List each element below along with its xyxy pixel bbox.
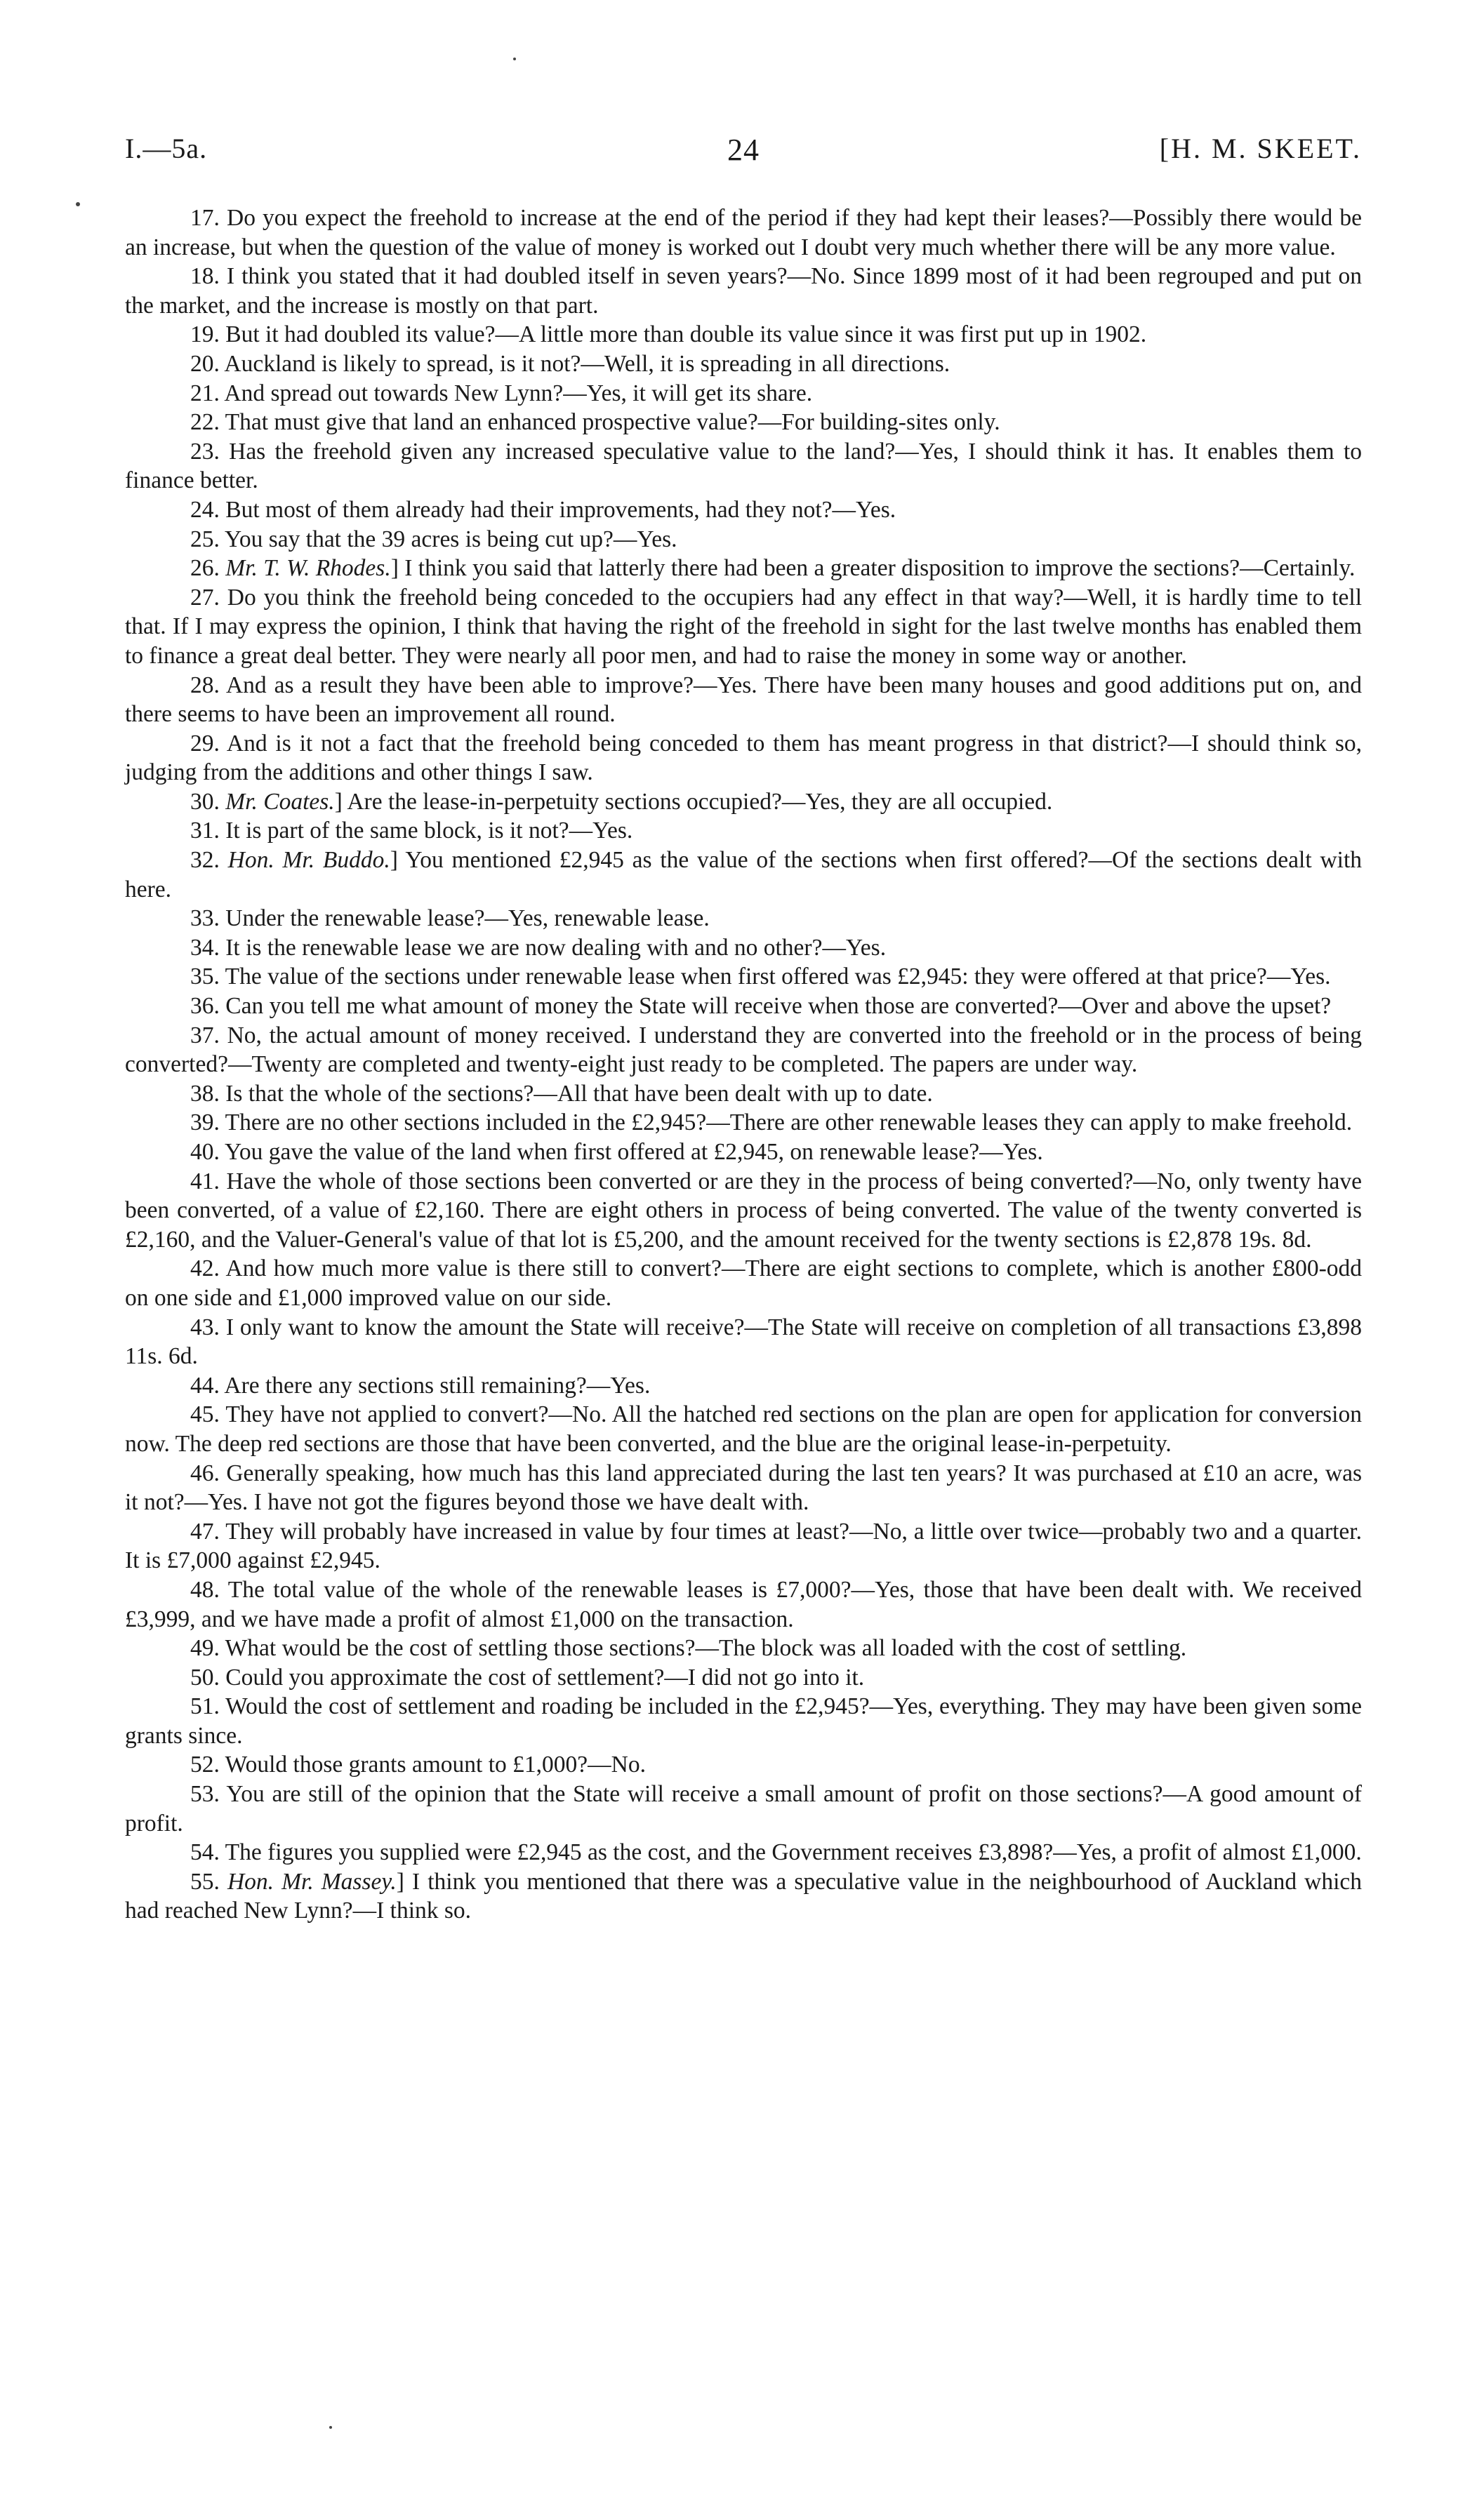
question-answer-paragraph (125, 1459, 1362, 1517)
question-number: 50. (190, 1664, 220, 1691)
question-number: 23. (190, 438, 220, 465)
question-number: 21. (190, 380, 220, 406)
question-answer-paragraph (125, 962, 1362, 992)
question-number: 41. (190, 1168, 220, 1194)
paragraph-text: They will probably have increased in value by four times at least?—No, a little over twice—probably two and a quarter. It is £7,000 against £2,945. (125, 1518, 1362, 1574)
question-answer-paragraph (125, 408, 1362, 437)
question-answer-paragraph (125, 320, 1362, 349)
paragraph-text: The value of the sections under renewable lease when first offered was £2,945: they were offered at that price?—Yes. (225, 964, 1331, 990)
paragraph-text: And as a result they have been able to improve?—Yes. There have been many houses and good additions put on, and there seems to have been an improvement all round. (125, 672, 1362, 728)
paragraph-text: That must give that land an enhanced prospective value?—For building-sites only. (225, 409, 1000, 436)
question-answer-paragraph (125, 1313, 1362, 1371)
question-answer-paragraph (125, 1780, 1362, 1838)
question-number: 28. (190, 672, 220, 698)
question-number: 29. (190, 730, 220, 756)
paragraph-text: And how much more value is there still to convert?—There are eight sections to complete, which is another £800-odd on one side and £1,000 improved value on our side. (125, 1255, 1362, 1311)
question-answer-paragraph (125, 1867, 1362, 1926)
question-answer-paragraph (125, 816, 1362, 846)
question-answer-paragraph (125, 1138, 1362, 1167)
question-number: 17. (190, 205, 220, 231)
paragraph-text: Can you tell me what amount of money the State will receive when those are converted?—Over and above the upset? (225, 993, 1332, 1020)
question-number: 52. (190, 1752, 220, 1778)
question-number: 51. (190, 1693, 220, 1720)
question-number: 26. (190, 555, 220, 582)
paragraph-text: It is part of the same block, is it not?—Yes. (225, 818, 633, 844)
question-number: 48. (190, 1576, 220, 1603)
question-answer-paragraph (125, 349, 1362, 379)
paragraph-text: They have not applied to convert?—No. All the hatched red sections on the plan are open for application for conversion now. The deep red sections are those that have been converted, and the blue are the original lease-in-perpetuity. (125, 1401, 1362, 1457)
question-answer-paragraph (125, 495, 1362, 525)
paragraph-text: Would those grants amount to £1,000?—No. (225, 1752, 646, 1778)
question-number: 38. (190, 1080, 220, 1107)
question-number: 32. (190, 847, 220, 874)
question-answer-paragraph (125, 583, 1362, 671)
paragraph-text: You are still of the opinion that the State will receive a small amount of profit on those sections?—A good amount of profit. (125, 1781, 1362, 1836)
paragraph-text: There are no other sections included in the £2,945?—There are other renewable leases they can apply to make freehold. (225, 1109, 1353, 1136)
scan-speck (513, 58, 516, 60)
paragraph-text: But most of them already had their improvements, had they not?—Yes. (225, 496, 896, 523)
question-number: 35. (190, 964, 220, 990)
question-number: 19. (190, 321, 220, 348)
paragraph-text: ] I think you mentioned that there was a speculative value in the neighbourhood of Auckland which had reached New Lynn?—I think so. (125, 1868, 1363, 1924)
question-number: 55. (190, 1868, 220, 1895)
question-answer-paragraph (125, 1575, 1362, 1634)
question-answer-paragraph (125, 1692, 1362, 1750)
question-answer-paragraph (125, 1108, 1362, 1138)
paragraph-text: Has the freehold given any increased speculative value to the land?—Yes, I should think it has. It enables them to finance better. (125, 438, 1363, 494)
question-answer-paragraph (125, 1079, 1362, 1109)
scan-speck (76, 202, 80, 206)
paragraph-text: You say that the 39 acres is being cut up?—Yes. (225, 526, 677, 552)
question-number: 34. (190, 934, 220, 961)
paragraph-text: I think you stated that it had doubled itself in seven years?—No. Since 1899 most of it had been regrouped and put on the market, and the increase is mostly on that part. (125, 263, 1362, 319)
question-number: 24. (190, 496, 220, 523)
question-number: 20. (190, 350, 220, 377)
page-header (125, 132, 1362, 174)
question-number: 37. (190, 1022, 220, 1048)
question-answer-paragraph (125, 379, 1362, 408)
question-number: 36. (190, 993, 220, 1020)
question-answer-paragraph (125, 204, 1362, 262)
paragraph-text: You gave the value of the land when first offered at £2,945, on renewable lease?—Yes. (225, 1139, 1043, 1165)
page-number: 24 (727, 133, 760, 167)
testimony-body (125, 204, 1362, 1926)
paragraph-text: Generally speaking, how much has this land appreciated during the last ten years? It was purchased at £10 an acre, was it not?—Yes. I have not got the figures beyond those we have dealt with. (125, 1460, 1362, 1516)
speaker-name: Hon. Mr. Buddo. (227, 847, 390, 874)
paragraph-text: Is that the whole of the sections?—All that have been dealt with up to date. (225, 1080, 933, 1107)
question-number: 47. (190, 1518, 220, 1545)
question-answer-paragraph (125, 904, 1362, 933)
question-number: 25. (190, 526, 220, 552)
paragraph-text: Are there any sections still remaining?—Yes. (224, 1372, 651, 1399)
question-number: 40. (190, 1139, 220, 1165)
paragraph-text: What would be the cost of settling those sections?—The block was all loaded with the cost of settling. (225, 1635, 1187, 1662)
question-answer-paragraph (125, 1021, 1362, 1079)
question-answer-paragraph (125, 787, 1362, 817)
question-answer-paragraph (125, 525, 1362, 554)
question-number: 30. (190, 788, 220, 815)
question-number: 54. (190, 1839, 220, 1866)
question-number: 27. (190, 584, 220, 611)
paragraph-text: And is it not a fact that the freehold being conceded to them has meant progress in that district?—I should think so, judging from the additions and other things I saw. (125, 730, 1362, 786)
paragraph-text: The total value of the whole of the renewable leases is £7,000?—Yes, those that have been dealt with. We received £3,999, and we have made a profit of almost £1,000 on the transaction. (125, 1576, 1363, 1632)
question-answer-paragraph (125, 1750, 1362, 1780)
question-answer-paragraph (125, 1517, 1362, 1575)
speaker-name: Mr. T. W. Rhodes. (225, 555, 391, 582)
paragraph-text: Could you approximate the cost of settlement?—I did not go into it. (225, 1664, 865, 1691)
speaker-name: Mr. Coates. (225, 788, 335, 815)
question-number: 31. (190, 818, 220, 844)
paragraph-text: I only want to know the amount the State will receive?—The State will receive on completion of all transactions £3,898 11s. 6d. (125, 1314, 1362, 1370)
question-number: 18. (190, 263, 220, 290)
witness-name: [H. M. SKEET. (1159, 133, 1362, 164)
question-answer-paragraph (125, 1167, 1362, 1255)
question-answer-paragraph (125, 1663, 1362, 1693)
question-number: 46. (190, 1460, 220, 1486)
question-answer-paragraph (125, 437, 1362, 495)
question-answer-paragraph (125, 554, 1362, 583)
scan-speck (329, 2426, 332, 2429)
paragraph-text: The figures you supplied were £2,945 as the cost, and the Government receives £3,898?—Yes, a profit of almost £1,000. (225, 1839, 1362, 1866)
question-number: 45. (190, 1401, 220, 1428)
question-answer-paragraph (125, 933, 1362, 963)
paragraph-text: ] You mentioned £2,945 as the value of the sections when first offered?—Of the sections dealt with here. (125, 847, 1362, 902)
paragraph-text: Would the cost of settlement and roading be included in the £2,945?—Yes, everything. They may have been given some grants since. (125, 1693, 1362, 1749)
question-number: 49. (190, 1635, 220, 1662)
question-number: 22. (190, 409, 220, 436)
paragraph-text: Do you expect the freehold to increase at the end of the period if they had kept their leases?—Possibly there would be an increase, but when the question of the value of money is worked out I doubt very much whether there will be any more value. (125, 205, 1362, 260)
question-answer-paragraph (125, 1838, 1362, 1867)
question-number: 43. (190, 1314, 220, 1340)
paragraph-text: Auckland is likely to spread, is it not?—Well, it is spreading in all directions. (224, 350, 950, 377)
question-answer-paragraph (125, 1400, 1362, 1458)
question-answer-paragraph (125, 992, 1362, 1021)
question-answer-paragraph (125, 1371, 1362, 1401)
question-answer-paragraph (125, 1634, 1362, 1663)
question-answer-paragraph (125, 1254, 1362, 1312)
paragraph-text: ] Are the lease-in-perpetuity sections occupied?—Yes, they are all occupied. (334, 788, 1053, 815)
paragraph-text: Under the renewable lease?—Yes, renewable lease. (225, 905, 710, 932)
question-answer-paragraph (125, 262, 1362, 320)
document-reference: I.—5a. (125, 133, 208, 164)
paragraph-text: No, the actual amount of money received. I understand they are converted into the freehold or in the process of being converted?—Twenty are completed and twenty-eight just ready to be completed. The papers are under way. (125, 1022, 1362, 1078)
paragraph-text: And spread out towards New Lynn?—Yes, it will get its share. (224, 380, 813, 406)
question-answer-paragraph (125, 671, 1362, 729)
question-number: 39. (190, 1109, 220, 1136)
speaker-name: Hon. Mr. Massey. (227, 1868, 397, 1895)
paragraph-text: Do you think the freehold being conceded to the occupiers had any effect in that way?—Well, it is hardly time to tell that. If I may express the opinion, I think that having the right of the freehold in sight for the last twelve months has enabled them to finance a great deal better. They were nearly all poor men, and had to raise the money in some way or another. (125, 584, 1363, 669)
question-number: 53. (190, 1781, 220, 1808)
question-number: 42. (190, 1255, 220, 1282)
question-number: 44. (190, 1372, 220, 1399)
paragraph-text: But it had doubled its value?—A little more than double its value since it was first put up in 1902. (225, 321, 1147, 348)
paragraph-text: Have the whole of those sections been converted or are they in the process of being converted?—No, only twenty have been converted, of a value of £2,160. There are eight others in process of being converted. The value of the twenty converted is £2,160, and the Valuer-General's value of that lot is £5,200, and the amount received for the twenty sections is £2,878 19s. 8d. (125, 1168, 1362, 1253)
question-answer-paragraph (125, 846, 1362, 904)
question-answer-paragraph (125, 729, 1362, 787)
question-number: 33. (190, 905, 220, 932)
paragraph-text: It is the renewable lease we are now dealing with and no other?—Yes. (225, 934, 887, 961)
paragraph-text: ] I think you said that latterly there had been a greater disposition to improve the sections?—Certainly. (390, 555, 1356, 582)
